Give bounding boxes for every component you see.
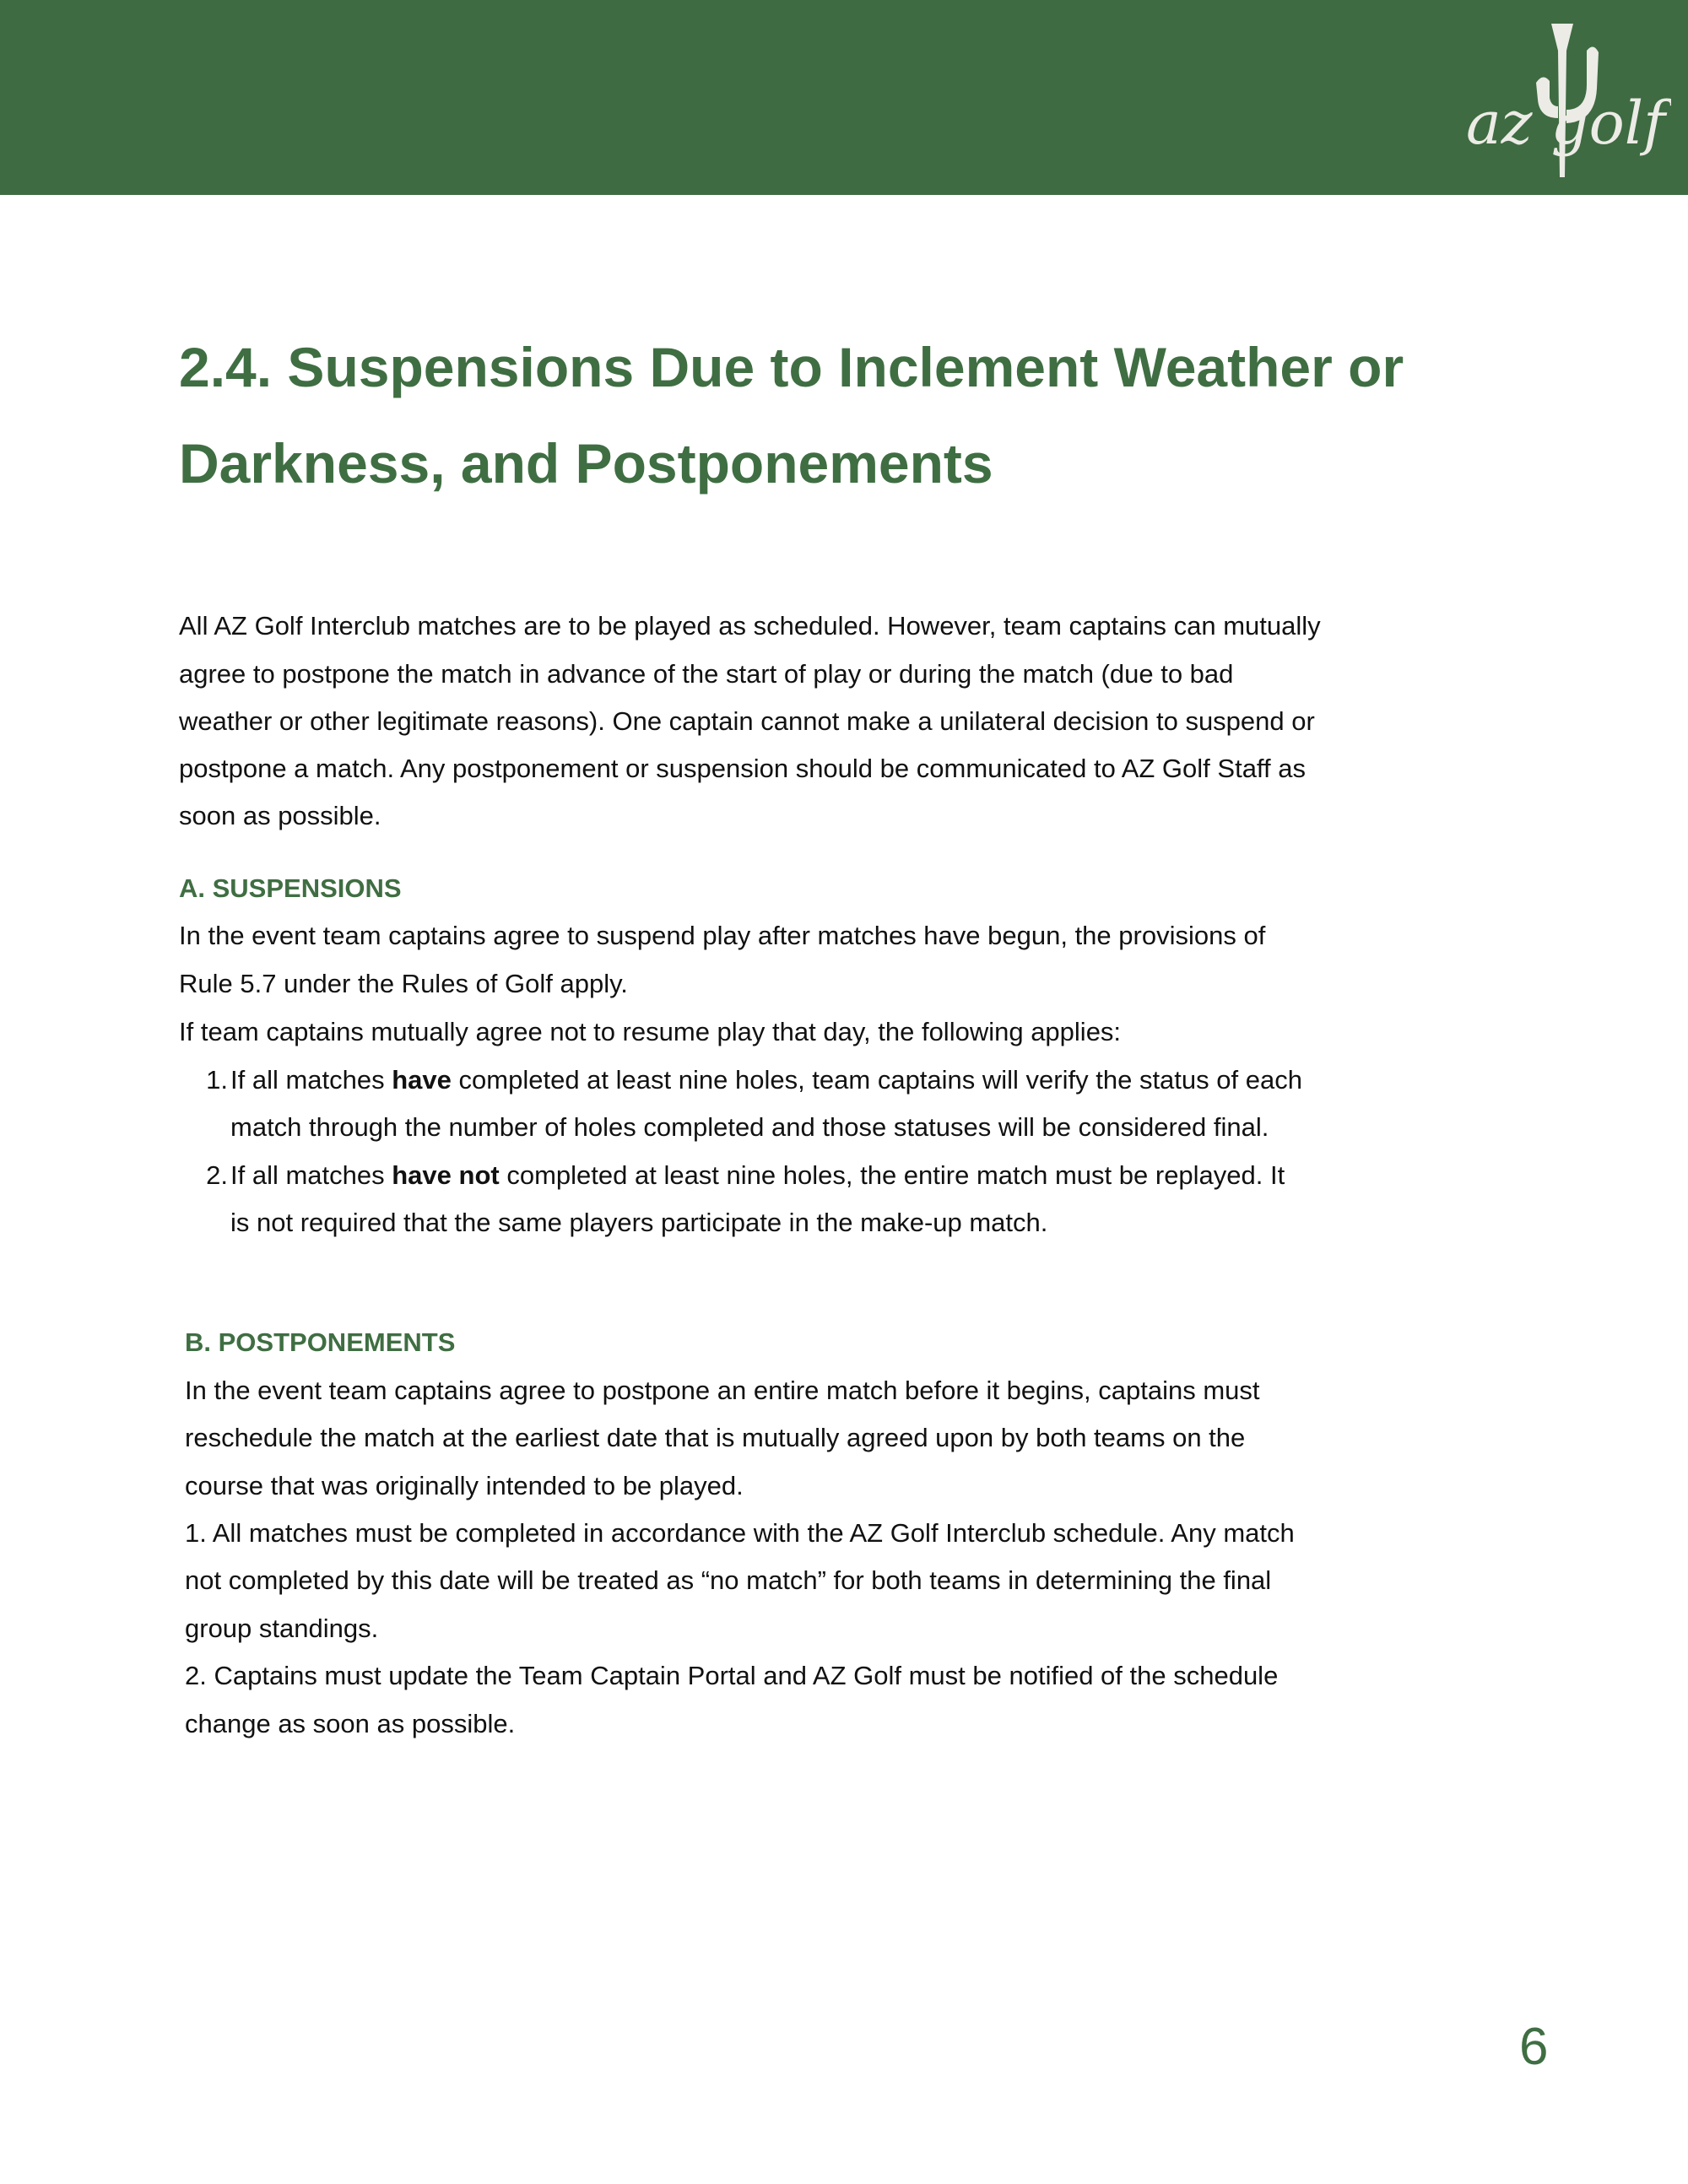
az-golf-logo: [1460, 17, 1671, 186]
text-run: If all matches: [230, 1160, 392, 1190]
page-header: [0, 0, 1688, 195]
bold-text: have not: [392, 1160, 500, 1190]
list-number: 2.: [206, 1160, 228, 1190]
text-line: [230, 1057, 1302, 1104]
text-line: weather or other legitimate reasons). One captain cannot make a unilateral decision to suspend or: [179, 706, 1315, 736]
text-line: In the event team captains agree to suspend play after matches have begun, the provisions of: [179, 921, 1266, 950]
text-line: If team captains mutually agree not to resume play that day, the following applies:: [179, 1017, 1122, 1046]
text-run: completed at least nine holes, the entire match must be replayed. It: [499, 1160, 1285, 1190]
text-line: course that was originally intended to be played.: [185, 1471, 744, 1500]
page-number: 6: [1519, 2018, 1549, 2076]
text-line: Rule 5.7 under the Rules of Golf apply.: [179, 969, 628, 998]
bold-text: have: [392, 1065, 452, 1095]
text-line: soon as possible.: [179, 801, 381, 830]
text-line: 2. Captains must update the Team Captain Portal and AZ Golf must be notified of the schedule: [185, 1661, 1279, 1690]
page-title-line-1: 2.4. Suspensions Due to Inclement Weather or: [179, 336, 1404, 398]
text-line: postpone a match. Any postponement or suspension should be communicated to AZ Golf Staff as: [179, 754, 1306, 783]
svg-text:az golf: az golf: [1465, 89, 1666, 158]
text-line: agree to postpone the match in advance of the start of play or during the match (due to bad: [179, 659, 1234, 689]
text-line: is not required that the same players participate in the make-up match.: [230, 1208, 1048, 1237]
text-line: [230, 1152, 1285, 1199]
text-line: reschedule the match at the earliest date that is mutually agreed upon by both teams on the: [185, 1423, 1246, 1452]
list-number: 1.: [206, 1065, 228, 1095]
text-line: In the event team captains agree to postpone an entire match before it begins, captains must: [185, 1376, 1260, 1405]
text-line: not completed by this date will be treated as “no match” for both teams in determining the final: [185, 1565, 1272, 1595]
text-line: group standings.: [185, 1614, 379, 1643]
text-line: All AZ Golf Interclub matches are to be played as scheduled. However, team captains can mutually: [179, 611, 1321, 641]
section-heading: A. SUSPENSIONS: [179, 873, 402, 903]
page-title-line-2: Darkness, and Postponements: [179, 432, 993, 495]
text-line: change as soon as possible.: [185, 1709, 516, 1738]
section-heading: B. POSTPONEMENTS: [185, 1327, 456, 1357]
text-line: 1. All matches must be completed in accordance with the AZ Golf Interclub schedule. Any match: [185, 1518, 1295, 1548]
text-line: match through the number of holes completed and those statuses will be considered final.: [230, 1112, 1269, 1142]
text-run: If all matches: [230, 1065, 392, 1095]
text-run: completed at least nine holes, team captains will verify the status of each: [451, 1065, 1302, 1095]
